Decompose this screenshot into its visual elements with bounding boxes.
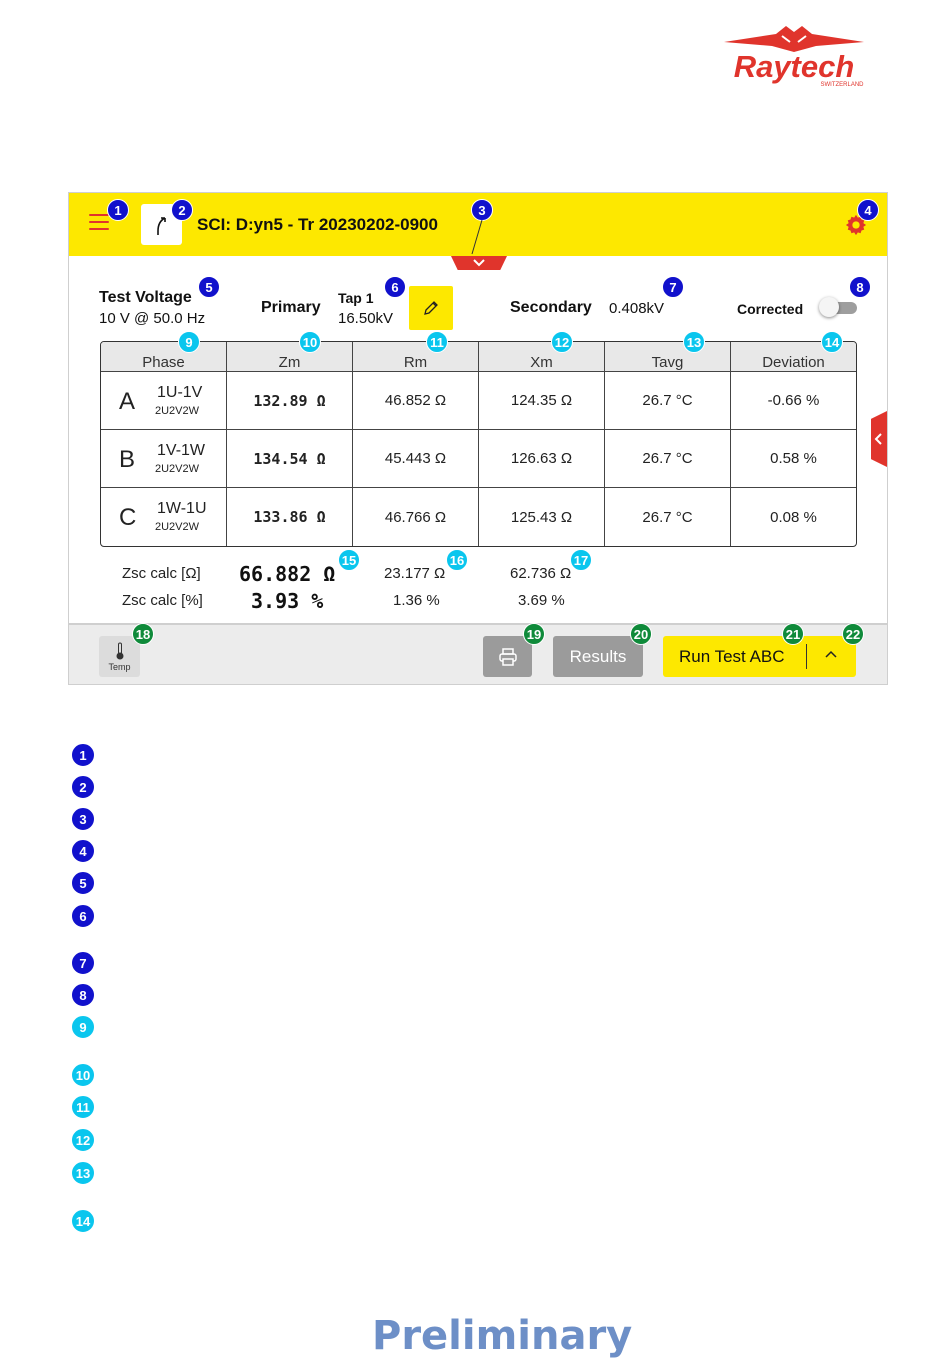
zm-cell: 132.89 Ω	[227, 372, 353, 430]
raytech-logo	[706, 22, 882, 90]
callout-badge: 11	[426, 331, 448, 353]
deviation-cell: 0.58 %	[731, 430, 856, 488]
dropdown-tab[interactable]	[451, 256, 507, 270]
callout-badge: 18	[132, 623, 154, 645]
legend-badge: 14	[71, 1209, 95, 1233]
phase-name: 1W-1U	[157, 500, 207, 517]
legend-badge: 1	[71, 743, 95, 767]
temp-label: Temp	[108, 662, 131, 672]
callout-badge: 22	[842, 623, 864, 645]
tavg-cell: 26.7 °C	[605, 430, 731, 488]
callout-badge: 17	[570, 549, 592, 571]
legend-badge: 2	[71, 775, 95, 799]
rm-cell: 46.766 Ω	[353, 488, 479, 546]
phase-secondary: 2U2V2W	[155, 463, 200, 475]
phase-letter: A	[119, 388, 136, 415]
zsc-ohm-rm: 23.177 Ω	[384, 565, 446, 582]
legend-badge: 12	[71, 1128, 95, 1152]
zsc-ohm-xm: 62.736 Ω	[510, 565, 572, 582]
tavg-cell: 26.7 °C	[605, 488, 731, 546]
chevron-down-icon	[473, 259, 485, 267]
callout-badge: 16	[446, 549, 468, 571]
legend-badge: 8	[71, 983, 95, 1007]
callout-badge: 13	[683, 331, 705, 353]
deviation-cell: 0.08 %	[770, 508, 817, 526]
bottom-bar	[69, 623, 887, 684]
col-header-rm: Rm	[353, 342, 479, 372]
legend-badge: 7	[71, 951, 95, 975]
secondary-label: Secondary	[510, 299, 592, 316]
xm-cell: 126.63 Ω	[479, 430, 605, 488]
col-header-xm: Xm	[479, 342, 605, 372]
callout-badge: 21	[782, 623, 804, 645]
results-table	[100, 341, 857, 547]
secondary-value: 0.408kV	[609, 300, 665, 317]
rm-cell: 45.443 Ω	[353, 430, 479, 488]
callout-badge: 2	[171, 199, 193, 221]
xm-cell: 125.43 Ω	[479, 488, 605, 546]
corrected-toggle[interactable]	[819, 299, 857, 315]
zsc-pct-rm: 1.36 %	[393, 592, 440, 609]
col-header-phase: Phase	[101, 342, 227, 372]
rm-cell: 46.852 Ω	[353, 372, 479, 430]
callout-badge: 20	[630, 623, 652, 645]
printer-icon	[498, 648, 518, 666]
menu-icon[interactable]	[89, 214, 109, 232]
legend-badge: 10	[71, 1063, 95, 1087]
callout-badge: 6	[384, 276, 406, 298]
zm-cell: 133.86 Ω	[227, 488, 353, 546]
upload-arrow-icon	[154, 214, 170, 236]
zm-cell: 134.54 Ω	[227, 430, 353, 488]
callout-badge: 1	[107, 199, 129, 221]
page-title: SCI: D:yn5 - Tr 20230202-0900	[197, 215, 438, 234]
callout-badge: 15	[338, 549, 360, 571]
zsc-pct-zm: 3.93 %	[251, 589, 324, 613]
phase-secondary: 2U2V2W	[155, 405, 200, 417]
table-row	[101, 488, 856, 546]
results-button[interactable]: Results	[553, 636, 643, 677]
phase-cell	[101, 372, 227, 430]
print-button[interactable]	[483, 636, 532, 677]
legend-badge: 5	[71, 871, 95, 895]
chevron-up-icon[interactable]	[825, 650, 837, 658]
table-row	[101, 430, 856, 488]
edit-tap-button[interactable]	[409, 286, 453, 330]
xm-cell: 124.35 Ω	[479, 372, 605, 430]
legend-badge: 11	[71, 1095, 95, 1119]
legend-badge: 13	[71, 1161, 95, 1185]
pencil-icon	[422, 299, 440, 317]
phase-name: 1V-1W	[157, 442, 206, 459]
callout-badge: 10	[299, 331, 321, 353]
chevron-left-icon	[874, 433, 882, 445]
col-header-zm: Zm	[227, 342, 353, 372]
legend-badge: 4	[71, 839, 95, 863]
col-header-tavg: Tavg	[605, 342, 731, 372]
app-screen	[68, 192, 888, 685]
legend-badge: 9	[71, 1015, 95, 1039]
callout-badge: 4	[857, 199, 879, 221]
phase-cell	[101, 430, 227, 488]
phase-secondary: 2U2V2W	[155, 521, 200, 533]
zsc-pct-label: Zsc calc [%]	[122, 592, 203, 609]
col-header-deviation: Deviation	[731, 342, 856, 372]
thermometer-icon	[115, 642, 125, 660]
tap-value: 16.50kV	[338, 310, 394, 327]
phase-letter: B	[119, 446, 136, 473]
test-voltage-label: Test Voltage	[99, 289, 192, 306]
callout-badge: 9	[178, 331, 200, 353]
phase-name: 1U-1V	[157, 384, 203, 401]
zsc-ohm-label: Zsc calc [Ω]	[122, 565, 201, 582]
callout-badge: 7	[662, 276, 684, 298]
preliminary-watermark: Preliminary	[372, 1313, 633, 1359]
phase-letter: C	[119, 504, 137, 531]
legend-badge: 6	[71, 904, 95, 928]
test-voltage-value: 10 V @ 50.0 Hz	[99, 310, 206, 327]
logo-subtext: SWITZERLAND	[820, 82, 864, 88]
callout-badge: 12	[551, 331, 573, 353]
zsc-ohm-zm: 66.882 Ω	[239, 562, 336, 586]
callout-badge: 3	[471, 199, 493, 221]
tap-label: Tap 1	[338, 290, 374, 306]
button-separator	[806, 644, 807, 669]
callout-badge: 19	[523, 623, 545, 645]
logo-text: Raytech	[733, 49, 855, 84]
callout-badge: 14	[821, 331, 843, 353]
primary-label: Primary	[261, 299, 321, 316]
phase-cell	[101, 488, 227, 546]
callout-line	[470, 220, 484, 256]
temp-button[interactable]	[99, 636, 140, 677]
zsc-pct-xm: 3.69 %	[518, 592, 565, 609]
legend-badge: 3	[71, 807, 95, 831]
run-test-button[interactable]	[663, 636, 856, 677]
tavg-cell: 26.7 °C	[605, 372, 731, 430]
deviation-cell: -0.66 %	[731, 372, 856, 430]
side-panel-tab[interactable]	[871, 411, 887, 467]
callout-badge: 5	[198, 276, 220, 298]
callout-badge: 8	[849, 276, 871, 298]
run-test-label: Run Test ABC	[679, 647, 785, 666]
corrected-label: Corrected	[737, 301, 804, 317]
table-row	[101, 372, 856, 430]
